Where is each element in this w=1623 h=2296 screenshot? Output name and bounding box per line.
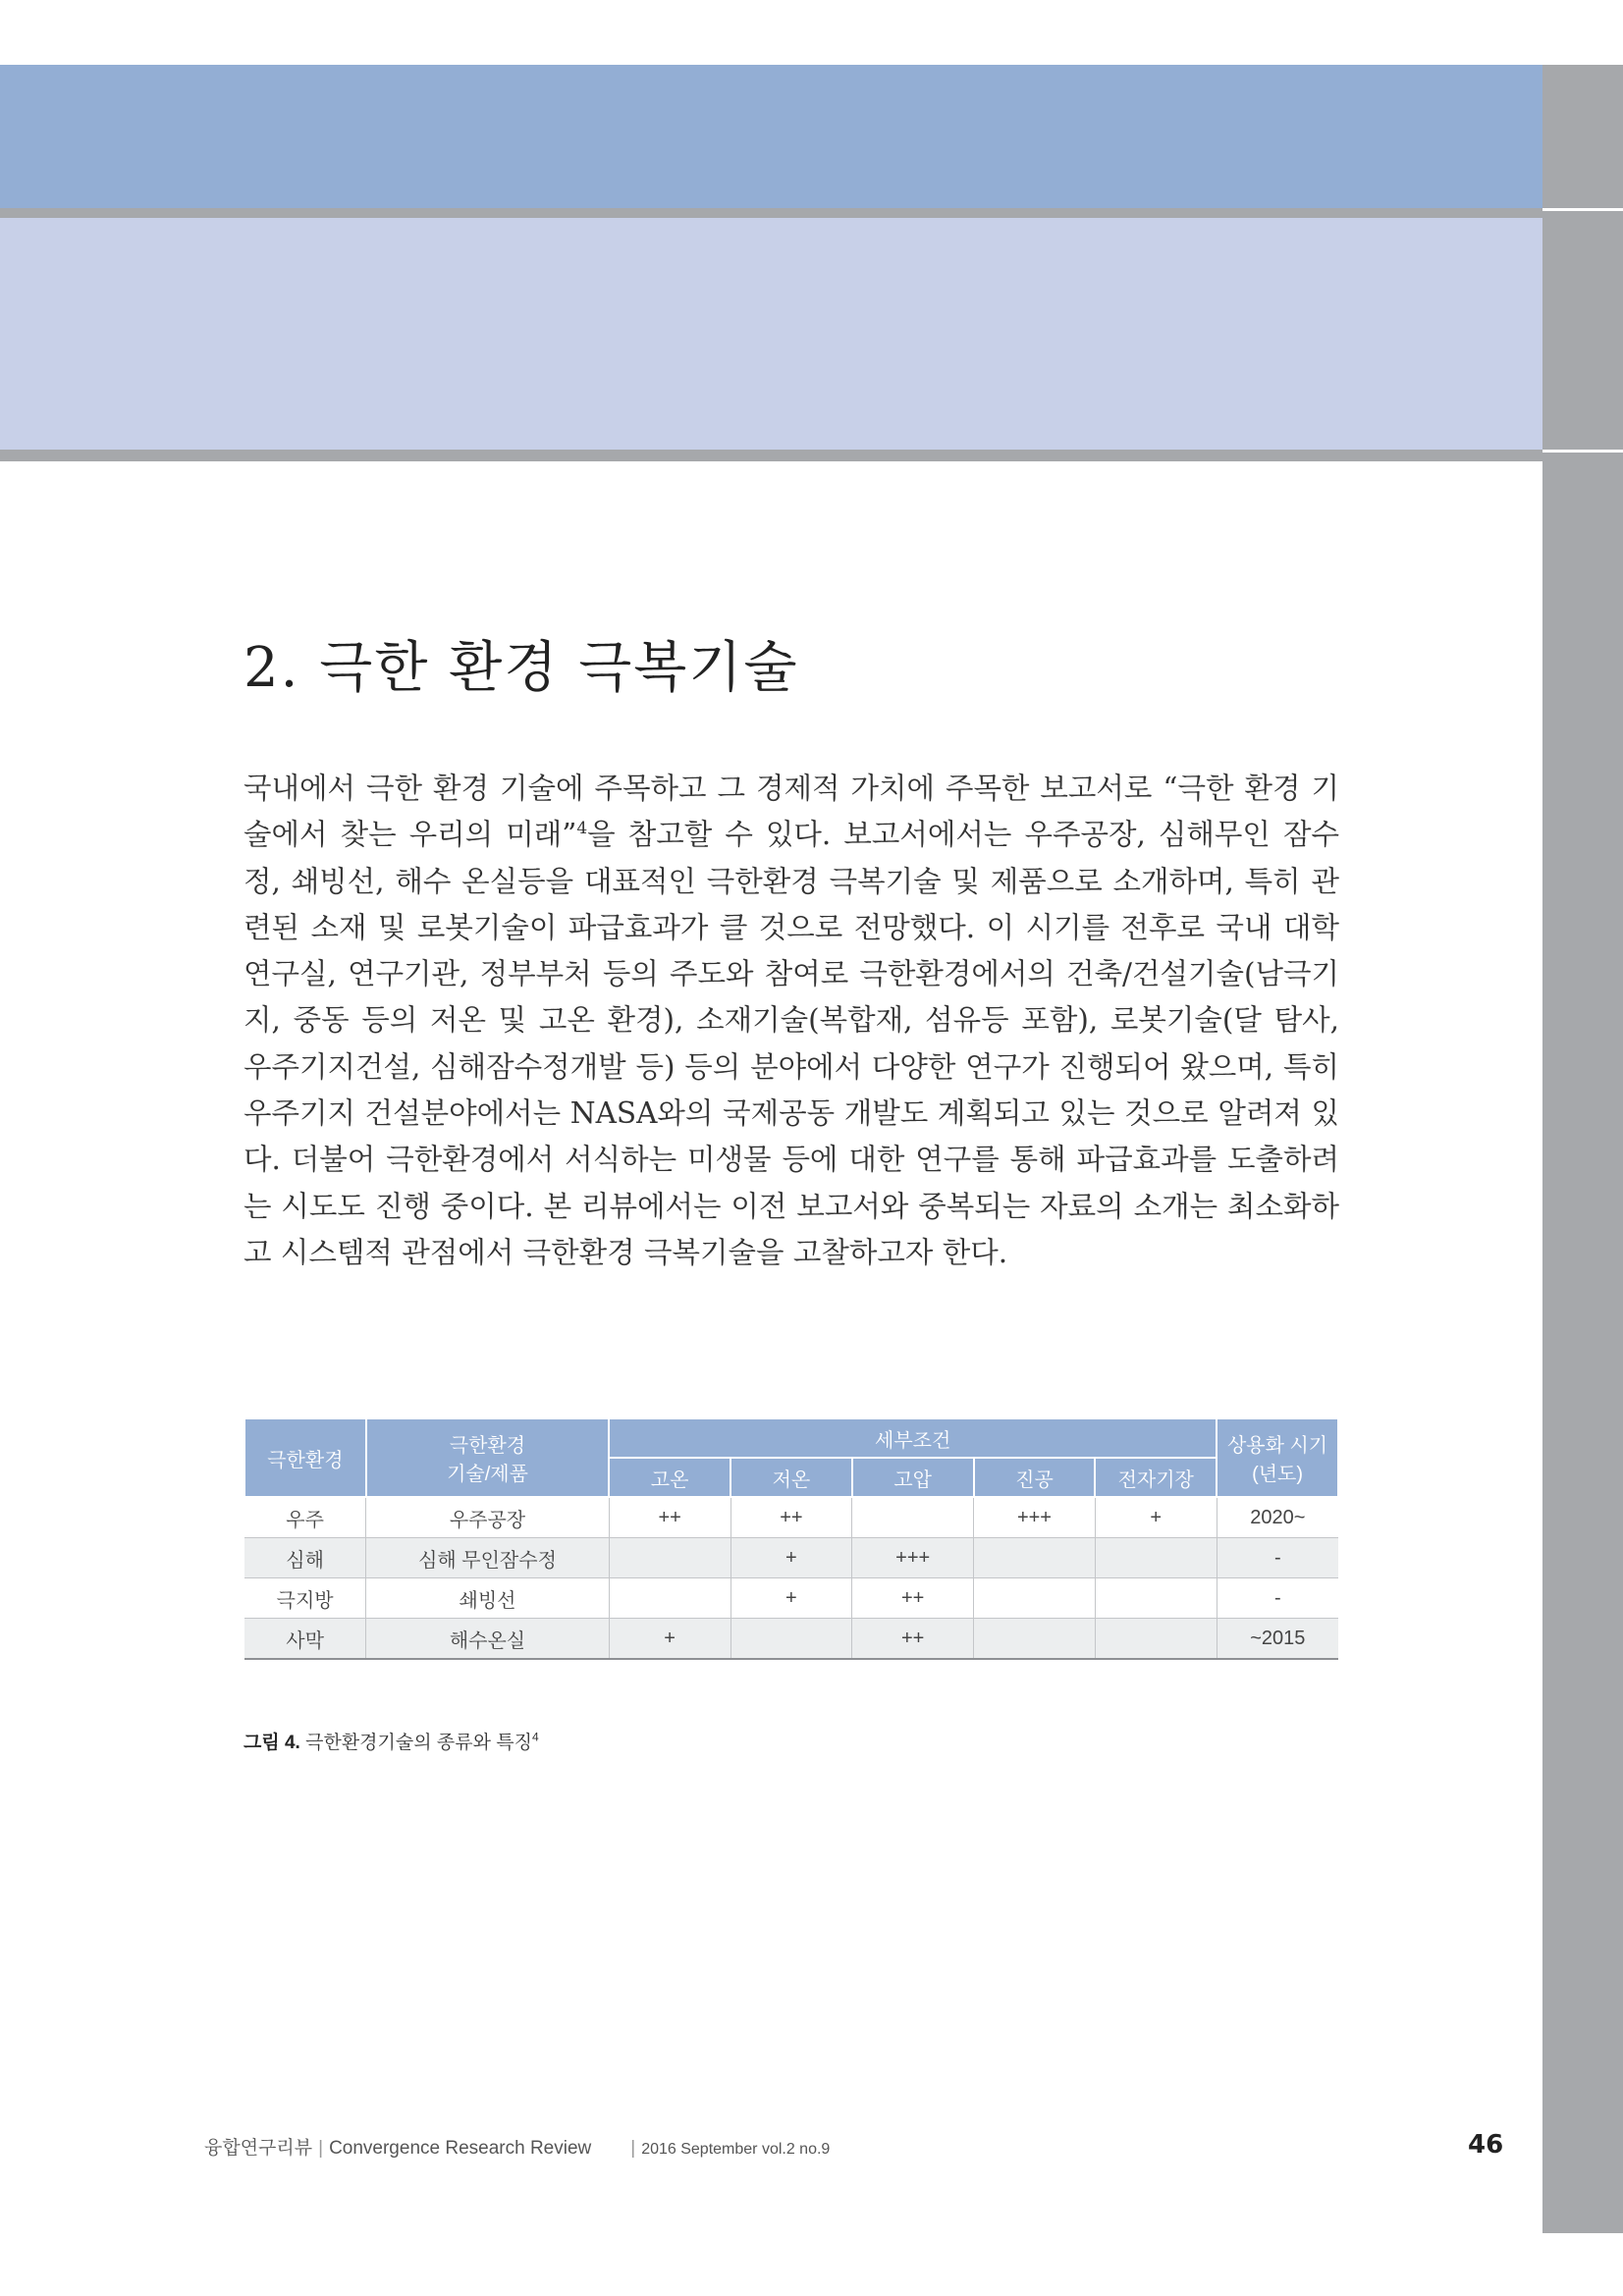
cell-commercialization: 2020~ xyxy=(1217,1497,1338,1538)
figure-label: 그림 4. xyxy=(243,1733,300,1753)
cell-high-temp: ++ xyxy=(609,1497,730,1538)
header-conditions: 세부조건 xyxy=(609,1418,1217,1458)
cell-environment: 사막 xyxy=(244,1619,366,1660)
header-commercialization-line1: 상용화 시기 xyxy=(1226,1435,1328,1457)
cell-high-pressure: +++ xyxy=(852,1538,974,1578)
header-em-field: 전자기장 xyxy=(1095,1458,1217,1497)
table-row xyxy=(244,1538,1338,1578)
cell-technology: 해수온실 xyxy=(366,1619,609,1660)
header-band-middle xyxy=(0,218,1542,450)
page-number: 46 xyxy=(1468,2130,1504,2160)
cell-low-temp xyxy=(730,1619,852,1660)
cell-high-pressure: ++ xyxy=(852,1619,974,1660)
header-divider-bottom xyxy=(0,450,1542,461)
cell-commercialization: - xyxy=(1217,1578,1338,1619)
header-commercialization xyxy=(1217,1418,1338,1497)
reference-marker: 4 xyxy=(576,819,588,839)
header-technology-line2: 기술/제품 xyxy=(447,1464,528,1485)
body-text-rest: 을 참고할 수 있다. 보고서에서는 우주공장, 심해무인 잠수정, 쇄빙선, 해수 온실등을 대표적인 극한환경 극복기술 및 제품으로 소개하며, 특히 관련된 소재 및 로봇기술이 파급효과가 클 것으로 전망했다. 이 시기를 전후로 국내 대학연구실, 연구기관, 정부부처 등의 주도와 참여로 극한환경에서의 건축/건설기술(남극기지, 중동 등의 저온 및 고온 환경), 소재기술(복합재, 섬유등 포함), 로봇기술(달 탐사, 우주기지건설, 심해잠수정개발 등) 등의 분야에서 다양한 연구가 진행되어 왔으며, 특히 우주기지 건설분야에서는 NASA와의 국제공동 개발도 계획되고 있는 것으로 알려져 있다. 더불어 극한환경에서 서식하는 미생물 등에 대한 연구를 통해 파급효과를 도출하려는 시도도 진행 중이다. 본 리뷰에서는 이전 보고서와 중복되는 자료의 소개는 최소화하고 시스템적 관점에서 극한환경 극복기술을 고찰하고자 한다. xyxy=(243,818,1340,1269)
cell-environment: 심해 xyxy=(244,1538,366,1578)
table-row xyxy=(244,1578,1338,1619)
cell-environment: 우주 xyxy=(244,1497,366,1538)
table-row xyxy=(244,1619,1338,1660)
header-technology xyxy=(366,1418,609,1497)
cell-high-temp: + xyxy=(609,1619,730,1660)
cell-technology: 우주공장 xyxy=(366,1497,609,1538)
header-technology-line1: 극한환경 xyxy=(449,1435,526,1457)
footer-journal xyxy=(204,2133,830,2160)
cell-low-temp: + xyxy=(730,1578,852,1619)
cell-environment: 극지방 xyxy=(244,1578,366,1619)
figure-caption-text: 극한환경기술의 종류와 특징 xyxy=(305,1733,532,1753)
table-row xyxy=(244,1497,1338,1538)
footer-issue: 2016 September vol.2 no.9 xyxy=(641,2141,831,2158)
section-title: 2. 극한 환경 극복기술 xyxy=(243,636,799,700)
cell-commercialization: - xyxy=(1217,1538,1338,1578)
cell-technology: 쇄빙선 xyxy=(366,1578,609,1619)
header-high-temp: 고온 xyxy=(609,1458,730,1497)
cell-em-field xyxy=(1095,1538,1217,1578)
cell-high-temp xyxy=(609,1578,730,1619)
figure-caption xyxy=(243,1728,539,1754)
cell-em-field xyxy=(1095,1578,1217,1619)
cell-vacuum xyxy=(974,1619,1096,1660)
header-band-top xyxy=(0,65,1542,212)
header-high-pressure: 고압 xyxy=(852,1458,974,1497)
side-bar-tick xyxy=(1542,450,1623,453)
cell-high-temp xyxy=(609,1538,730,1578)
footer-separator: | xyxy=(630,2138,636,2159)
cell-high-pressure: ++ xyxy=(852,1578,974,1619)
header-commercialization-line2: (년도) xyxy=(1252,1464,1304,1485)
cell-vacuum xyxy=(974,1578,1096,1619)
header-low-temp: 저온 xyxy=(730,1458,852,1497)
header-environment: 극한환경 xyxy=(244,1418,366,1497)
side-margin-bar xyxy=(1542,65,1623,2233)
cell-em-field xyxy=(1095,1619,1217,1660)
cell-low-temp: + xyxy=(730,1538,852,1578)
header-divider xyxy=(0,208,1542,218)
cell-commercialization: ~2015 xyxy=(1217,1619,1338,1660)
side-bar-tick xyxy=(1542,208,1623,211)
cell-high-pressure xyxy=(852,1497,974,1538)
footer-journal-kr: 융합연구리뷰 xyxy=(204,2138,313,2159)
cell-technology: 심해 무인잠수정 xyxy=(366,1538,609,1578)
body-paragraph xyxy=(243,766,1339,1276)
cell-low-temp: ++ xyxy=(730,1497,852,1538)
figure-caption-ref: 4 xyxy=(531,1730,539,1744)
cell-em-field: + xyxy=(1095,1497,1217,1538)
header-vacuum: 진공 xyxy=(974,1458,1096,1497)
footer-separator: | xyxy=(318,2138,324,2159)
extreme-environment-table xyxy=(243,1417,1339,1660)
cell-vacuum: +++ xyxy=(974,1497,1096,1538)
cell-vacuum xyxy=(974,1538,1096,1578)
footer-journal-en: Convergence Research Review xyxy=(329,2138,592,2159)
body-text-start: 국내에서 극한 환경 기술에 주목하고 그 경제적 가치에 주목한 보고서로 “극한 환경 기술에서 찾는 우리의 미래” xyxy=(243,772,1339,852)
